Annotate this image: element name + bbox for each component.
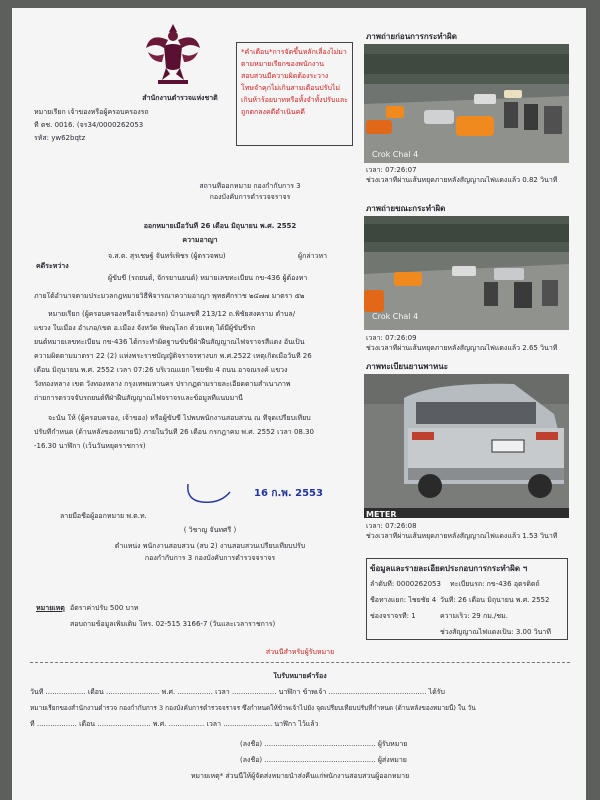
para-11: -16.30 นาฬิกา (เว้นวันหยุดราชการ): [34, 442, 146, 450]
signature-icon: [184, 478, 244, 508]
issuer-name: ( วิชาญ จันทศรี ): [183, 526, 237, 534]
tear-off-label: ส่วนนี้สำหรับผู้รับหมาย: [265, 648, 335, 656]
summons-to: หมายเรียก เจ้าของหรือผู้ครอบครองรถ: [34, 108, 149, 116]
plaintiff: จ.ส.ต. สุรเชษฐ์ จันทร์เพ็ชร (ผู้ตรวจพบ): [108, 252, 226, 260]
during-photo-caption: ช่วงเวลาที่ผ่านเส้นหยุดภายหลังสัญญาณไฟแดงแล้ว 2.65 วินาที: [366, 344, 558, 352]
details-date: วันที่: 26 เดือน มิถุนายน พ.ศ. 2552: [440, 596, 550, 604]
receipt-line-2: หมายเรียกของสำนักงานตำรวจ กองกำกับการ 3 กองบังคับการตำรวจจราจร ซึ่งกำหนดให้ข้าพเจ้าไปยัง จุดเปรียบเทียบปรับที่กำหนด (ด้านหลังของหมายนี้) ใน วัน: [30, 704, 476, 712]
para-9: จะนั้น ให้ (ผู้ครอบครอง, เจ้าของ) หรือผู้ขับขี่ ไปพบพนักงานสอบสวน ณ ที่จุดเปรียบเทียบ: [48, 414, 311, 422]
issuer-position: ตำแหน่ง พนักงานสอบสวน (สบ 2) งานสอบสวนเปรียบเทียบปรับ: [114, 542, 306, 550]
para-5: ความผิดตามมาตรา 22 (2) แห่งพระราชบัญญัติจราจรทางบก พ.ศ.2522 เหตุเกิดเมื่อวันที่ 26: [34, 352, 312, 360]
during-photo-title: ภาพถ่ายขณะกระทำผิด: [366, 204, 446, 213]
para-4: ยนต์หมายเลขทะเบียน กข-436 ได้กระทำผิดฐานขับขี่ฝ่าฝืนสัญญาณไฟจราจรสีแดง อันเป็น: [34, 338, 305, 346]
plate-photo-title: ภาพทะเบียนยานพาหนะ: [366, 362, 449, 371]
between-label: คดีระหว่าง: [36, 262, 69, 270]
para-10: ปรับที่กำหนด (ด้านหลังของหมายนี้) ภายในวันที่ 26 เดือน กรกฎาคม พ.ศ. 2552 เวลา 08.30: [34, 428, 314, 436]
para-1: ภายใต้อำนาจตามประมวลกฎหมายวิธีพิจารณาความอาญา พุทธศักราช ๒๔๗๗ มาตรา ๕๒: [34, 292, 305, 300]
receipt-line-1: วันที่ .................. เดือน ........................ พ.ศ. ................ เวลา .................... นาฬิกา ข้าพเจ้า ............................................ ได้รับ: [30, 688, 445, 696]
fine-rate: อัตราค่าปรับ 500 บาท: [70, 604, 139, 612]
details-intersection: ชื่อทางแยก: ไชยชัย 4: [370, 596, 437, 604]
tear-line: [30, 662, 570, 663]
receipt-line-3: ที่ .................. เดือน ........................ พ.ศ. ................ เวลา ...................... นาฬิกา ไว้แล้ว: [30, 720, 319, 728]
plate-photo-overlay: METER: [366, 510, 397, 519]
receipt-title: ใบรับหมายคำร้อง: [273, 672, 327, 680]
before-photo-caption: ช่วงเวลาที่ผ่านเส้นหยุดภายหลังสัญญาณไฟแดงแล้ว 0.82 วินาที: [366, 176, 558, 184]
during-photo-time: เวลา: 07:26:09: [366, 334, 417, 342]
reference-code: รหัส: yw62bqtz: [34, 134, 86, 142]
before-photo-title: ภาพถ่ายก่อนการกระทำผิด: [366, 32, 457, 41]
before-photo-time: เวลา: 07:26:07: [366, 166, 417, 174]
details-speed: ความเร็ว: 29 กม./ชม.: [440, 612, 508, 620]
reference-number: ที่ ตช. 0016. (จร34/0000262053: [34, 121, 144, 129]
para-3: แขวง ในเมือง อำเภอ/เขต อ.เมือง จังหวัด พิษณุโลก ด้วยเหตุ ได้มีผู้ขับขี่รถ: [34, 324, 256, 332]
para-7: วังทองหลาง เขต วังทองหลาง กรุงเทพมหานคร ปรากฏตามรายละเอียดตามสำเนาภาพ: [34, 380, 291, 388]
details-sequence: ลำดับที่: 0000262053: [370, 580, 441, 588]
issue-date: ออกหมายเมื่อวันที่ 26 เดือน มิถุนายน พ.ศ. 2552: [143, 222, 297, 230]
contact-info: สอบถามข้อมูลเพิ่มเติม โทร. 02-515 3166-7 (วันและเวลาราชการ): [70, 620, 276, 628]
warning-box: *คำเตือน*การจัดขึ้นหลักเลื่องไม่มาตามหมายเรียกของพนักงานสอบสวนมีความผิดต้องระวางโทษจำคุกไม่เกินสามเดือนปรับไม่เกินห้าร้อยบาทหรือทั้งจำทั้งปรับและถูกตกลงคดีดำเนินคดี: [236, 42, 353, 146]
received-date-stamp: 16 ก.พ. 2553: [254, 488, 323, 499]
para-2: หมายเรียก (ผู้ครอบครองหรือเจ้าของรถ) บ้านเลขที่ 213/12 ถ.พิชัยสงคราม ตำบล/: [48, 310, 296, 318]
plate-photo-time: เวลา: 07:26:08: [366, 522, 417, 530]
issue-division: กองบังคับการตำรวจจราจร: [209, 193, 291, 201]
before-violation-photo: [364, 44, 569, 163]
issuer-division: กองกำกับการ 3 กองบังคับการตำรวจจราจร: [144, 554, 276, 562]
plate-photo-caption: ช่วงเวลาที่ผ่านเส้นหยุดภายหลังสัญญาณไฟแดงแล้ว 1.53 วินาที: [366, 532, 558, 540]
details-title: ข้อมูลและรายละเอียดประกอบการกระทำผิด ฯ: [370, 564, 528, 573]
details-plate: ทะเบียนรถ: กข-436 อุตรดิตถ์: [450, 580, 540, 588]
issue-place: สถานที่ออกหมาย กองกำกับการ 3: [199, 182, 301, 190]
note-label: หมายเหตุ: [36, 604, 65, 612]
details-signal: ช่วงสัญญาณไฟแดงเป็น: 3.00 วินาที: [440, 628, 551, 636]
details-lane: ช่องจราจรที่: 1: [370, 612, 416, 620]
case-title: ความอาญา: [182, 236, 218, 244]
garuda-emblem-icon: [142, 18, 204, 88]
receiver-signature: (ลงชื่อ) .................................................. ผู้รับหมาย: [240, 740, 408, 748]
para-6: เดือน มิถุนายน พ.ศ. 2552 เวลา 07:26 บริเวณแยก ไชยชัย 4 ถนน อาจณรงค์ แขวง: [34, 366, 288, 374]
during-photo-overlay: Crok Chal 4: [372, 312, 419, 321]
sender-signature: (ลงชื่อ) .................................................. ผู้ส่งหมาย: [240, 756, 407, 764]
before-photo-overlay: Crok Chal 4: [372, 150, 419, 159]
license-plate-photo: [364, 374, 569, 518]
receipt-footer: หมายเหตุ* ส่วนนี้ให้ผู้จัดส่งหมายนำส่งคืนแก่พนักงานสอบสวนผู้ออกหมาย: [190, 772, 410, 780]
office-name: สำนักงานตำรวจแห่งชาติ: [142, 94, 218, 102]
defendant: ผู้ขับขี่ (รถยนต์, จักรยานยนต์) หมายเลขทะเบียน กข-436 ผู้ต้องหา: [108, 274, 308, 282]
plaintiff-role: ผู้กล่าวหา: [298, 252, 328, 260]
issuer-sign-label: ลายมือชื่อผู้ออกหมาย พ.ต.ท.: [60, 512, 147, 520]
para-8: ถ่ายการตรวจจับรถยนต์ที่ฝ่าฝืนสัญญาณไฟจราจรและข้อมูลที่แนบมานี้: [34, 394, 243, 402]
